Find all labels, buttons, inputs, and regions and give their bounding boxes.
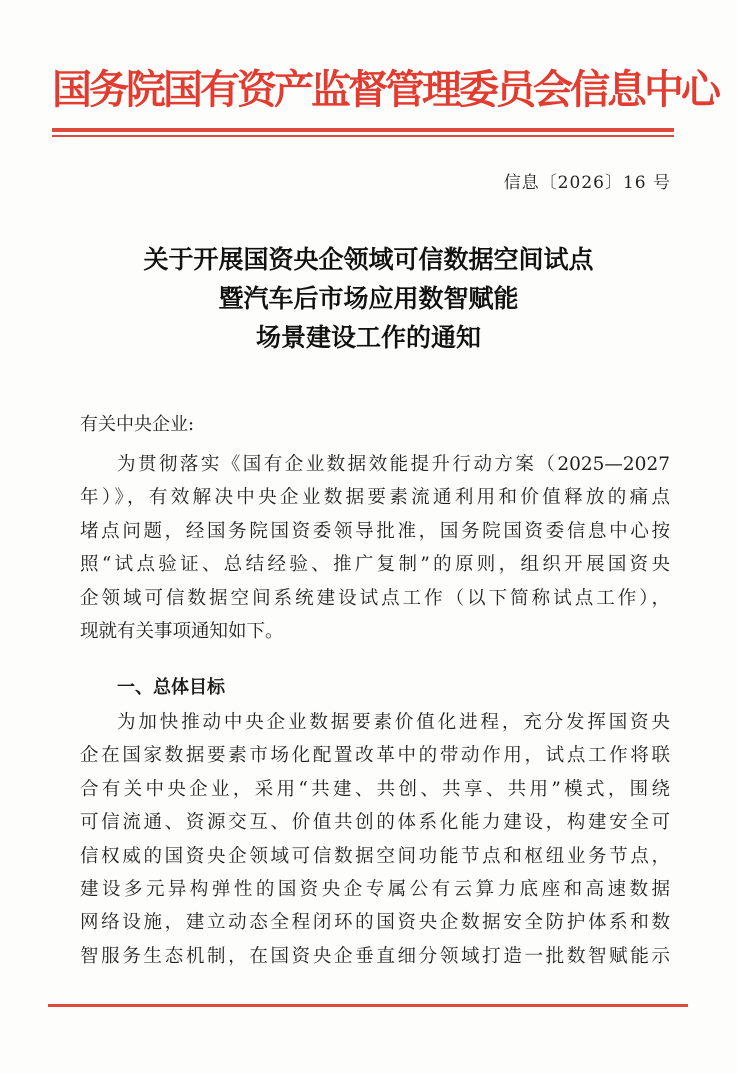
text-line: 合有关中央企业，采用“共建、共创、共享、共用”模式，围绕: [80, 778, 670, 800]
paragraph-goals: [80, 706, 670, 973]
section-heading: 一、总体目标: [117, 677, 225, 698]
text-line: 为贯彻落实《国有企业数据效能提升行动方案（2025—2027: [117, 454, 670, 475]
paragraph-intro: [80, 448, 670, 648]
salutation: 有关中央企业:: [80, 414, 195, 435]
document-number: 信息〔2026〕16 号: [503, 173, 671, 193]
masthead-title: 国务院国有资产监督管理委员会信息中心: [52, 67, 718, 113]
masthead-rule-thin: [52, 135, 674, 137]
text-line: 信权威的国资央企领域可信数据空间功能节点和枢纽业务节点，: [80, 845, 670, 867]
title-line: 场景建设工作的通知: [255, 323, 481, 352]
text-line: 堵点问题，经国务院国资委领导批准，国务院国资委信息中心按: [80, 520, 670, 542]
title-line: 关于开展国资央企领域可信数据空间试点: [143, 245, 594, 274]
text-line: 企在国家数据要素市场化配置改革中的带动作用，试点工作将联: [80, 745, 670, 767]
footer-rule: [48, 1004, 688, 1007]
text-line: 为加快推动中央企业数据要素价值化进程，充分发挥国资央: [117, 712, 670, 733]
text-line: 照“试点验证、总结经验、推广复制”的原则，组织开展国资央: [80, 554, 670, 576]
text-line: 年）》，有效解决中央企业数据要素流通利用和价值释放的痛点: [80, 487, 670, 509]
text-line: 现就有关事项通知如下。: [80, 620, 284, 642]
masthead-rule-thick: [52, 128, 674, 132]
text-line: 建设多元异构弹性的国资央企专属公有云算力底座和高速数据: [80, 878, 670, 900]
text-line: 可信流通、资源交互、价值共创的体系化能力建设，构建安全可: [80, 812, 670, 834]
text-line: 智服务生态机制，在国资央企垂直细分领域打造一批数智赋能示: [80, 945, 670, 967]
document-title: [60, 240, 677, 357]
title-line: 暨汽车后市场应用数智赋能: [218, 284, 519, 313]
text-line: 网络设施，建立动态全程闭环的国资央企数据安全防护体系和数: [80, 912, 670, 934]
text-line: 企领域可信数据空间系统建设试点工作（以下简称试点工作），: [80, 587, 670, 609]
